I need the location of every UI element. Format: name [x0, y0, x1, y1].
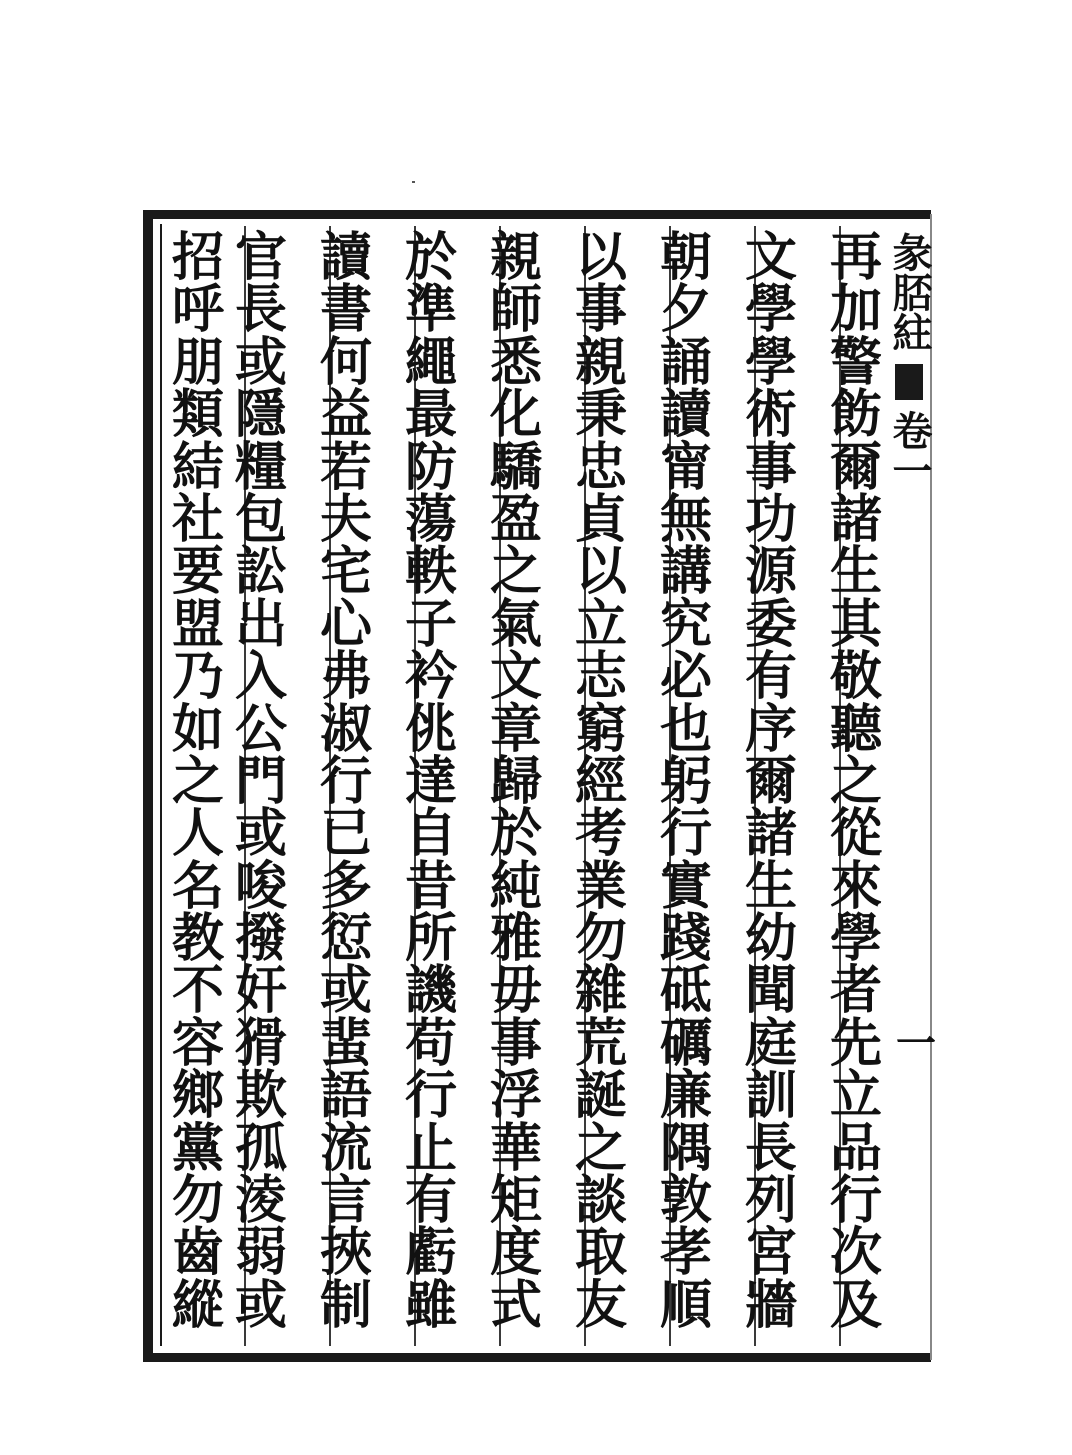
glyph: 術	[744, 384, 797, 446]
glyph: 朋	[171, 331, 224, 393]
glyph: 度	[489, 1222, 542, 1284]
glyph: 源	[744, 541, 797, 603]
glyph: 昔	[404, 855, 457, 917]
glyph: 業	[574, 855, 627, 917]
glyph: 華	[489, 1117, 542, 1179]
glyph: 於	[489, 803, 542, 865]
glyph: 先	[829, 1012, 882, 1074]
glyph: 取	[574, 1222, 627, 1284]
glyph: 爾	[744, 750, 797, 812]
glyph: 志	[574, 646, 627, 708]
glyph: 有	[404, 1170, 457, 1232]
glyph: 朝	[659, 227, 712, 288]
glyph: 蕩	[404, 488, 457, 550]
glyph: 猾	[234, 1012, 287, 1074]
glyph: 招	[171, 227, 224, 288]
glyph: 雖	[404, 1274, 457, 1336]
glyph: 教	[171, 908, 224, 970]
glyph: 雅	[489, 908, 542, 970]
glyph: 砥	[659, 960, 712, 1022]
glyph: 聞	[744, 960, 797, 1022]
glyph: 容	[171, 1012, 224, 1074]
glyph: 或	[234, 331, 287, 393]
scan-speck	[412, 181, 415, 183]
glyph: 結	[171, 436, 224, 498]
glyph: 忠	[574, 436, 627, 498]
glyph: 糧	[234, 436, 287, 498]
glyph: 奸	[234, 960, 287, 1022]
glyph: 庭	[744, 1012, 797, 1074]
glyph: 行	[829, 1170, 882, 1232]
glyph: 孝	[659, 1222, 712, 1284]
glyph: 諸	[744, 803, 797, 865]
glyph: 乃	[171, 646, 224, 708]
text-column-2	[738, 227, 804, 1336]
glyph: 飭	[829, 384, 882, 446]
glyph: 心	[319, 593, 372, 655]
glyph: 立	[829, 1065, 882, 1127]
glyph: 功	[744, 488, 797, 550]
glyph: 也	[659, 698, 712, 760]
glyph: 學	[829, 908, 882, 970]
glyph: 悉	[489, 331, 542, 393]
glyph: 繩	[404, 331, 457, 393]
glyph: 立	[574, 593, 627, 655]
glyph: 官	[234, 227, 287, 288]
glyph: 最	[404, 384, 457, 446]
glyph: 究	[659, 593, 712, 655]
glyph: 歸	[489, 750, 542, 812]
glyph: 不	[171, 960, 224, 1022]
glyph: 宅	[319, 541, 372, 603]
text-column-7	[313, 227, 379, 1336]
glyph: 次	[829, 1222, 882, 1284]
glyph: 縱	[171, 1274, 224, 1336]
glyph: 敦	[659, 1170, 712, 1232]
glyph: 甯	[659, 436, 712, 498]
margin-column	[886, 232, 932, 498]
glyph: 必	[659, 646, 712, 708]
glyph: 愆	[319, 908, 372, 970]
glyph: 親	[574, 331, 627, 393]
glyph: 敬	[829, 646, 882, 708]
glyph: 礪	[659, 1012, 712, 1074]
glyph: 廉	[659, 1065, 712, 1127]
glyph: 訓	[744, 1065, 797, 1127]
fishtail-mark-icon	[895, 364, 923, 400]
glyph: 友	[574, 1274, 627, 1336]
glyph: 行	[659, 803, 712, 865]
glyph: 達	[404, 750, 457, 812]
glyph: 欺	[234, 1065, 287, 1127]
glyph: 挾	[319, 1222, 372, 1284]
glyph: 出	[234, 593, 287, 655]
glyph: 讀	[319, 227, 372, 288]
glyph: 秉	[574, 384, 627, 446]
glyph: 淑	[319, 698, 372, 760]
glyph: 唆	[234, 855, 287, 917]
glyph: 長	[234, 279, 287, 341]
glyph: 者	[829, 960, 882, 1022]
glyph: 生	[744, 855, 797, 917]
glyph: 於	[404, 227, 457, 288]
glyph: 誦	[659, 331, 712, 393]
glyph: 流	[319, 1117, 372, 1179]
margin-title: 彖脴紸	[886, 232, 933, 352]
glyph: 社	[171, 488, 224, 550]
glyph: 準	[404, 279, 457, 341]
glyph: 或	[234, 803, 287, 865]
glyph: 考	[574, 803, 627, 865]
glyph: 及	[829, 1274, 882, 1336]
glyph: 弱	[234, 1222, 287, 1284]
glyph: 學	[744, 331, 797, 393]
glyph: 毋	[489, 960, 542, 1022]
glyph: 盈	[489, 488, 542, 550]
glyph: 所	[404, 908, 457, 970]
glyph: 生	[829, 541, 882, 603]
text-column-8	[228, 227, 294, 1336]
glyph: 夫	[319, 488, 372, 550]
text-column-5	[483, 227, 549, 1336]
glyph: 其	[829, 593, 882, 655]
glyph: 止	[404, 1117, 457, 1179]
glyph: 雜	[574, 960, 627, 1022]
glyph: 或	[319, 960, 372, 1022]
glyph: 貞	[574, 488, 627, 550]
glyph: 事	[744, 436, 797, 498]
glyph: 躬	[659, 750, 712, 812]
glyph: 人	[171, 803, 224, 865]
glyph: 語	[319, 1065, 372, 1127]
glyph: 呼	[171, 279, 224, 341]
glyph: 子	[404, 593, 457, 655]
glyph: 警	[829, 331, 882, 393]
glyph: 盟	[171, 593, 224, 655]
glyph: 行	[404, 1065, 457, 1127]
glyph: 加	[829, 279, 882, 341]
glyph: 弗	[319, 646, 372, 708]
text-column-9	[165, 227, 231, 1336]
glyph: 品	[829, 1117, 882, 1179]
glyph: 齒	[171, 1222, 224, 1284]
glyph: 佻	[404, 698, 457, 760]
glyph: 黨	[171, 1117, 224, 1179]
glyph: 淩	[234, 1170, 287, 1232]
glyph: 順	[659, 1274, 712, 1336]
glyph: 爾	[829, 436, 882, 498]
glyph: 防	[404, 436, 457, 498]
glyph: 制	[319, 1274, 372, 1336]
glyph: 鄉	[171, 1065, 224, 1127]
glyph: 親	[489, 227, 542, 288]
glyph: 隅	[659, 1117, 712, 1179]
glyph: 宮	[744, 1222, 797, 1284]
glyph: 行	[319, 750, 372, 812]
glyph: 苟	[404, 1012, 457, 1074]
glyph: 如	[171, 698, 224, 760]
glyph: 講	[659, 541, 712, 603]
glyph: 式	[489, 1274, 542, 1336]
glyph: 之	[171, 750, 224, 812]
glyph: 實	[659, 855, 712, 917]
glyph: 委	[744, 593, 797, 655]
glyph: 列	[744, 1170, 797, 1232]
glyph: 若	[319, 436, 372, 498]
glyph: 益	[319, 384, 372, 446]
glyph: 門	[234, 750, 287, 812]
glyph: 事	[489, 1012, 542, 1074]
glyph: 經	[574, 750, 627, 812]
glyph: 踐	[659, 908, 712, 970]
glyph: 夕	[659, 279, 712, 341]
glyph: 勿	[574, 908, 627, 970]
frame-inner-line	[160, 224, 162, 1346]
glyph: 譏	[404, 960, 457, 1022]
glyph: 勿	[171, 1170, 224, 1232]
text-column-3	[653, 227, 719, 1336]
glyph: 訟	[234, 541, 287, 603]
glyph: 之	[489, 541, 542, 603]
glyph: 虧	[404, 1222, 457, 1284]
glyph: 氣	[489, 593, 542, 655]
glyph: 衿	[404, 646, 457, 708]
glyph: 有	[744, 646, 797, 708]
glyph: 驕	[489, 436, 542, 498]
glyph: 要	[171, 541, 224, 603]
text-column-1	[823, 227, 889, 1336]
glyph: 長	[744, 1117, 797, 1179]
glyph: 序	[744, 698, 797, 760]
text-column-4	[568, 227, 634, 1336]
glyph: 文	[489, 646, 542, 708]
glyph: 純	[489, 855, 542, 917]
glyph: 師	[489, 279, 542, 341]
glyph: 無	[659, 488, 712, 550]
glyph: 已	[319, 803, 372, 865]
glyph: 軼	[404, 541, 457, 603]
glyph: 荒	[574, 1012, 627, 1074]
glyph: 窮	[574, 698, 627, 760]
glyph: 蜚	[319, 1012, 372, 1074]
glyph: 從	[829, 803, 882, 865]
glyph: 文	[744, 227, 797, 288]
glyph: 名	[171, 855, 224, 917]
glyph: 來	[829, 855, 882, 917]
glyph: 再	[829, 227, 882, 288]
glyph: 化	[489, 384, 542, 446]
glyph: 讀	[659, 384, 712, 446]
glyph: 以	[574, 227, 627, 288]
glyph: 章	[489, 698, 542, 760]
glyph: 牆	[744, 1274, 797, 1336]
glyph: 談	[574, 1170, 627, 1232]
glyph: 之	[829, 750, 882, 812]
glyph: 多	[319, 855, 372, 917]
glyph: 撥	[234, 908, 287, 970]
glyph: 矩	[489, 1170, 542, 1232]
glyph: 孤	[234, 1117, 287, 1179]
text-column-6	[398, 227, 464, 1336]
glyph: 自	[404, 803, 457, 865]
glyph: 之	[574, 1117, 627, 1179]
glyph: 誕	[574, 1065, 627, 1127]
glyph: 類	[171, 384, 224, 446]
page-number: 一	[896, 1020, 936, 1067]
glyph: 入	[234, 646, 287, 708]
glyph: 幼	[744, 908, 797, 970]
glyph: 包	[234, 488, 287, 550]
glyph: 學	[744, 279, 797, 341]
glyph: 公	[234, 698, 287, 760]
glyph: 事	[574, 279, 627, 341]
margin-volume: 卷一	[886, 410, 933, 490]
glyph: 或	[234, 1274, 287, 1336]
glyph: 言	[319, 1170, 372, 1232]
glyph: 諸	[829, 488, 882, 550]
glyph: 浮	[489, 1065, 542, 1127]
glyph: 聽	[829, 698, 882, 760]
glyph: 隱	[234, 384, 287, 446]
glyph: 書	[319, 279, 372, 341]
glyph: 何	[319, 331, 372, 393]
glyph: 以	[574, 541, 627, 603]
